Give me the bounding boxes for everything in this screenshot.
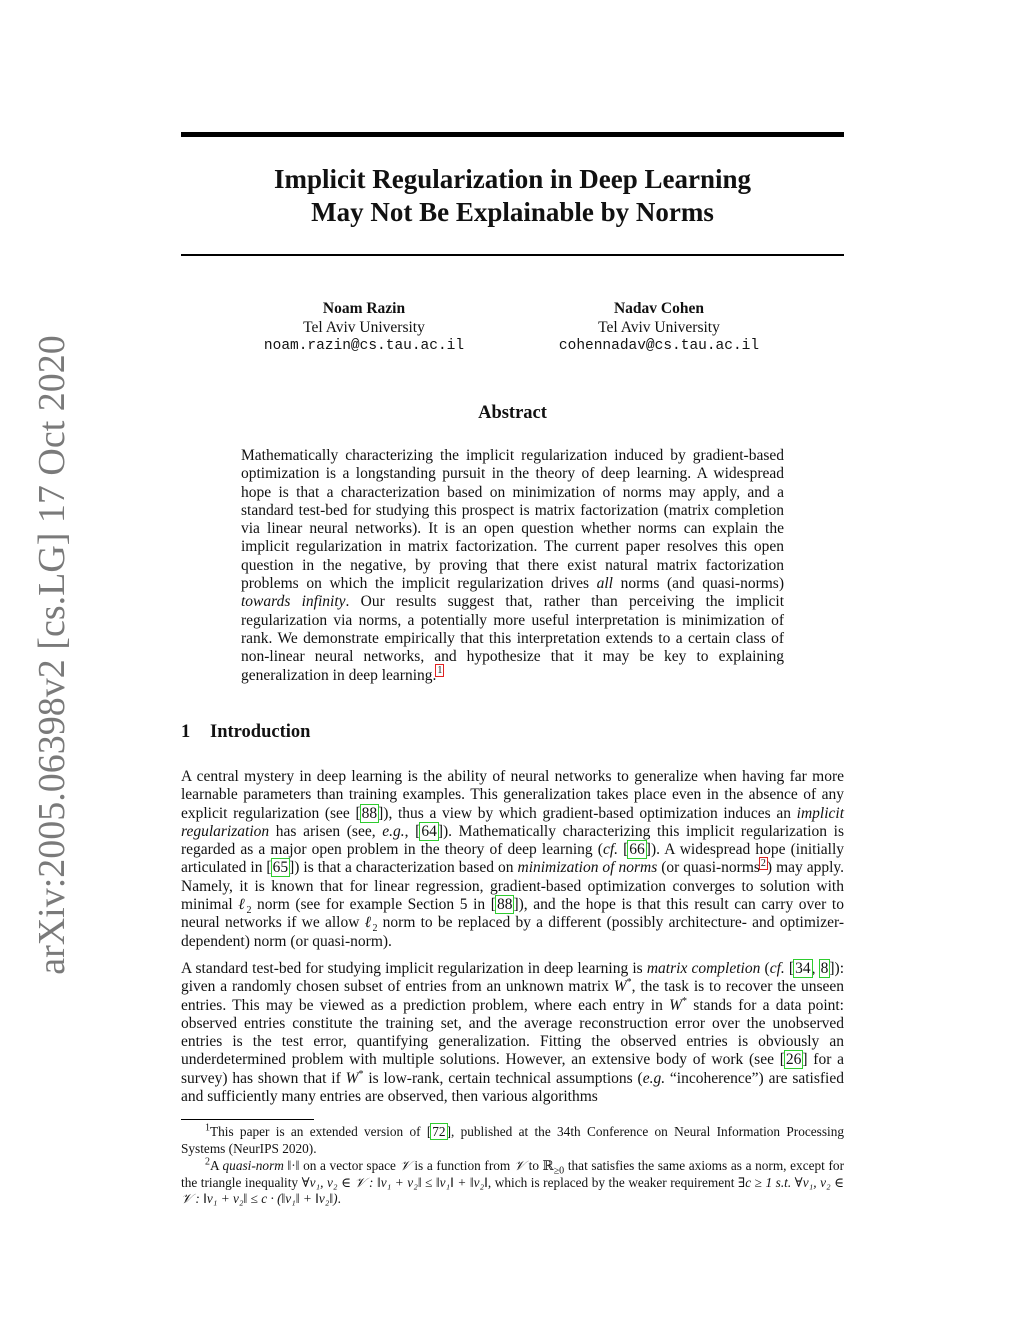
section-number: 1 xyxy=(181,722,191,742)
author-affiliation: Tel Aviv University xyxy=(598,318,720,336)
citation-link-8[interactable]: 8 xyxy=(820,960,829,977)
citation-link-34[interactable]: 34 xyxy=(795,960,811,977)
paper-title xyxy=(181,163,844,229)
title-top-rule xyxy=(181,132,844,137)
footnote-link-2[interactable]: 2 xyxy=(760,858,766,870)
title-line-1: Implicit Regularization in Deep Learning xyxy=(274,164,751,194)
citation-link-88[interactable]: 88 xyxy=(361,804,378,822)
author-email[interactable]: cohennadav@cs.tau.ac.il xyxy=(558,338,760,354)
footnote-link-1[interactable]: 1 xyxy=(437,665,443,677)
citation-link-64[interactable]: 64 xyxy=(421,822,437,840)
abstract-heading: Abstract xyxy=(478,403,547,423)
footnote-1: $^1$This paper is an extended version of [72], published at the 34th Conference on Neural Information Processing Systems (NeurIPS 2020). xyxy=(181,1122,844,1156)
citation-link-66[interactable]: 66 xyxy=(629,841,645,859)
section-heading-introduction xyxy=(181,722,310,743)
author-email[interactable]: noam.razin@cs.tau.ac.il xyxy=(263,338,465,354)
title-bottom-rule xyxy=(181,254,844,256)
author-block-2 xyxy=(494,300,824,356)
author-affiliation: Tel Aviv University xyxy=(303,318,425,336)
footnote-divider xyxy=(181,1119,314,1120)
intro-paragraph-2: A standard test-bed for studying implicit regularization in deep learning is matrix completion (cf. [34, 8]): given a randomly chosen subset of entries from an unknown matrix W*, the task is to recover the unseen entries. This may be viewed as a prediction problem, where each entry in W* stands for a data point: observed entries constitute the training set, and the average reconstruction error over the unobserved entries is the test error, quantifying generalization. Fitting the observed entries is obviously an underdetermined problem with multiple solutions. However, an extensive body of work (see [26] for a survey) has shown that if W* is low-rank, certain technical assumptions (e.g. “incoherence”) are satisfied and sufficiently many entries are observed, then various algorithms xyxy=(181,960,845,1106)
section-title: Introduction xyxy=(210,722,311,742)
citation-link-88[interactable]: 88 xyxy=(496,896,513,914)
citation-link-65[interactable]: 65 xyxy=(272,859,289,877)
citation-link-72[interactable]: 72 xyxy=(432,1124,446,1139)
author-name: Nadav Cohen xyxy=(613,300,704,317)
author-block-1 xyxy=(199,300,529,356)
citation-link-26[interactable]: 26 xyxy=(785,1051,802,1069)
intro-paragraph-1: A central mystery in deep learning is the ability of neural networks to generalize when having far more learnable parameters than training examples. This generalization takes place even in the absence of any explicit regularization (see [88]), thus a view by which gradient-based optimization induces an implicit regularization has arisen (see, e.g., [64]). Mathematically characterizing this implicit regularization is regarded as a major open problem in the theory of deep learning (cf. [66]). A widespread hope (initially articulated in [65]) is that a characterization based on minimization of norms (or quasi-norms$^2$) may apply. Namely, it is known that for linear regression, gradient-based optimization converges to solution with minimal ℓ$_2$ norm (see for example Section 5 in [88]), and the hope is that this result can carry over to neural networks if we allow ℓ$_2$ norm to be replaced by a different (possibly architecture- and optimizer-dependent) norm (or quasi-norm). xyxy=(181,768,845,950)
footnote-2: $^2$A quasi-norm ‖·‖ on a vector space 𝒱 is a function from 𝒱 to ℝ$_{\ge 0}$ that satisfies the same axioms as a norm, except for the triangle inequality ∀v₁, v₂ ∈ 𝒱 : ‖v₁ + v₂‖ ≤ ‖v₁‖ + ‖v₂‖, which is replaced by the weaker requirement ∃c ≥ 1 s.t. ∀v₁, v₂ ∈ 𝒱 : ‖v₁ + v₂‖ ≤ c · (‖v₁‖ + ‖v₂‖). xyxy=(181,1156,845,1207)
arxiv-sidebar-stamp: arXiv:2005.06398v2 [cs.LG] 17 Oct 2020 xyxy=(31,335,73,975)
abstract-text: Mathematically characterizing the implicit regularization induced by gradient-based optimization is a longstanding pursuit in the theory of deep learning. A widespread hope is that a characterization based on minimization of norms may apply, and a standard test-bed for studying this prospect is matrix factorization (matrix completion via linear neural networks). It is an open question whether norms can explain the implicit regularization in matrix factorization. The current paper resolves this open question in the negative, by proving that there exist natural matrix factorization problems on which the implicit regularization drives all norms (and quasi-norms) towards infinity. Our results suggest that, rather than perceiving the implicit regularization via norms, a potentially more useful interpretation is minimization of rank. We demonstrate empirically that this interpretation extends to a certain class of non-linear neural networks, and hypothesize that it may be key to explaining generalization in deep learning.$^1$ xyxy=(241,447,785,684)
author-name: Noam Razin xyxy=(322,300,406,317)
title-line-2: May Not Be Explainable by Norms xyxy=(311,197,714,227)
